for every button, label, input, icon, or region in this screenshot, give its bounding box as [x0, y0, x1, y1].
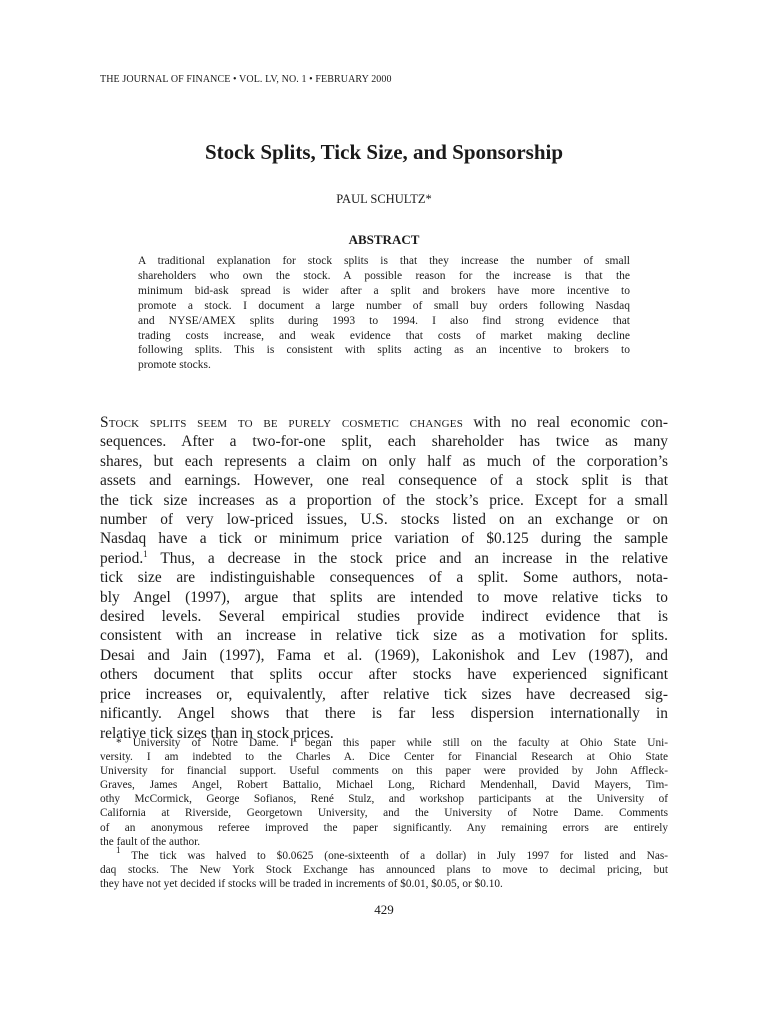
body-line: Desai and Jain (1997), Fama et al. (1969), Lakonishok and Lev (1987), and: [100, 646, 668, 664]
paper-title: Stock Splits, Tick Size, and Sponsorship: [204, 140, 564, 164]
footnote-star-line: of an anonymous referee improved the paper significantly. Any remaining errors are entirely: [100, 821, 668, 834]
abstract-line: and NYSE/AMEX splits during 1993 to 1994. I also find strong evidence that: [138, 314, 630, 327]
body-line: desired levels. Several empirical studies provide indirect evidence that is: [100, 608, 668, 626]
footnotes: [100, 736, 668, 891]
body-paragraph: [100, 413, 668, 743]
body-line: shares, but each represents a claim on only half as much of the corporation’s: [100, 452, 668, 470]
running-head: THE JOURNAL OF FINANCE • VOL. LV, NO. 1 • FEBRUARY 2000: [100, 74, 392, 85]
footnote-1-line: [100, 844, 668, 863]
body-line: tick size are indistinguishable consequences of a split. Some authors, nota-: [100, 569, 668, 587]
abstract-line: shareholders who own the stock. A possible reason for the increase is that the: [138, 269, 630, 282]
body-line: sequences. After a two-for-one split, each shareholder has twice as many: [100, 433, 668, 451]
body-line: number of very low-priced issues, U.S. stocks listed on an exchange or on: [100, 511, 668, 529]
footnote-marker-1[interactable]: 1: [143, 548, 148, 559]
body-line-text: period.: [100, 549, 144, 567]
body-line: [100, 549, 668, 568]
body-line: price increases or, equivalently, after relative tick sizes have decreased sig-: [100, 685, 668, 703]
author-name: PAUL SCHULTZ*: [336, 192, 432, 206]
body-line-text: with no real economic con-: [463, 414, 668, 431]
abstract-line: following splits. This is consistent with splits acting as an incentive to brokers to: [138, 344, 630, 357]
body-line: relative tick sizes than in stock prices.: [100, 724, 334, 742]
footnote-1-text: The tick was halved to $0.0625 (one-sixteenth of a dollar) in July 1997 for listed and Nas-: [120, 849, 668, 862]
page-number: 429: [374, 902, 394, 917]
footnote-1-marker: 1: [116, 844, 121, 855]
footnote-star-line: versity. I am indebted to the Charles A. Dice Center for Financial Research at Ohio State: [100, 751, 668, 764]
abstract-line: promote a stock. I document a large number of small buy orders following Nasdaq: [138, 299, 630, 312]
body-line-text: Thus, a decrease in the stock price and an increase in the relative: [147, 549, 668, 567]
footnote-star-line: Graves, James Angel, Robert Battalio, Michael Long, Richard Mendenhall, David Mayers, Tim-: [100, 779, 668, 792]
body-line: consistent with an increase in relative tick size as a motivation for splits.: [100, 627, 668, 645]
abstract-line: trading costs increase, and weak evidence that costs of market making decline: [138, 329, 630, 342]
abstract-body: [138, 254, 630, 373]
body-line: others document that splits occur after stocks have experienced significant: [100, 666, 668, 684]
abstract-heading: ABSTRACT: [348, 232, 420, 247]
abstract-line: minimum bid-ask spread is wider after a split and brokers have more incentive to: [138, 284, 630, 297]
body-line: nificantly. Angel shows that there is far less dispersion internationally in: [100, 705, 668, 723]
body-line: assets and earnings. However, one real consequence of a stock split is that: [100, 472, 668, 490]
body-line: Nasdaq have a tick or minimum price variation of $0.125 during the sample: [100, 530, 668, 548]
abstract-line: A traditional explanation for stock splits is that they increase the number of small: [138, 255, 630, 267]
footnote-star-line: the fault of the author.: [100, 835, 201, 848]
footnote-star-line: othy McCormick, George Sofianos, René Stulz, and workshop participants at the University of: [100, 793, 668, 806]
body-line: the tick size increases as a proportion of the stock’s price. Except for a small: [100, 491, 668, 509]
footnote-star-line: California at Riverside, Georgetown University, and the University of Notre Dame. Comments: [100, 807, 668, 820]
footnote-star-line: * University of Notre Dame. I began this paper while still on the faculty at Ohio State Uni-: [116, 737, 668, 749]
abstract-line: promote stocks.: [138, 359, 211, 372]
body-line: [100, 413, 668, 432]
footnote-star-line: University for financial support. Useful comments on this paper were provided by John Affleck-: [100, 765, 668, 778]
lead-in-smallcaps: Stock splits seem to be purely cosmetic changes: [100, 414, 464, 431]
footnote-1-line: daq stocks. The New York Stock Exchange has announced plans to move to decimal pricing, but: [100, 863, 668, 876]
footnote-1-line: they have not yet decided if stocks will be traded in increments of $0.01, $0.05, or $0.10.: [100, 877, 503, 890]
body-line: bly Angel (1997), argue that splits are intended to move relative ticks to: [100, 588, 668, 606]
